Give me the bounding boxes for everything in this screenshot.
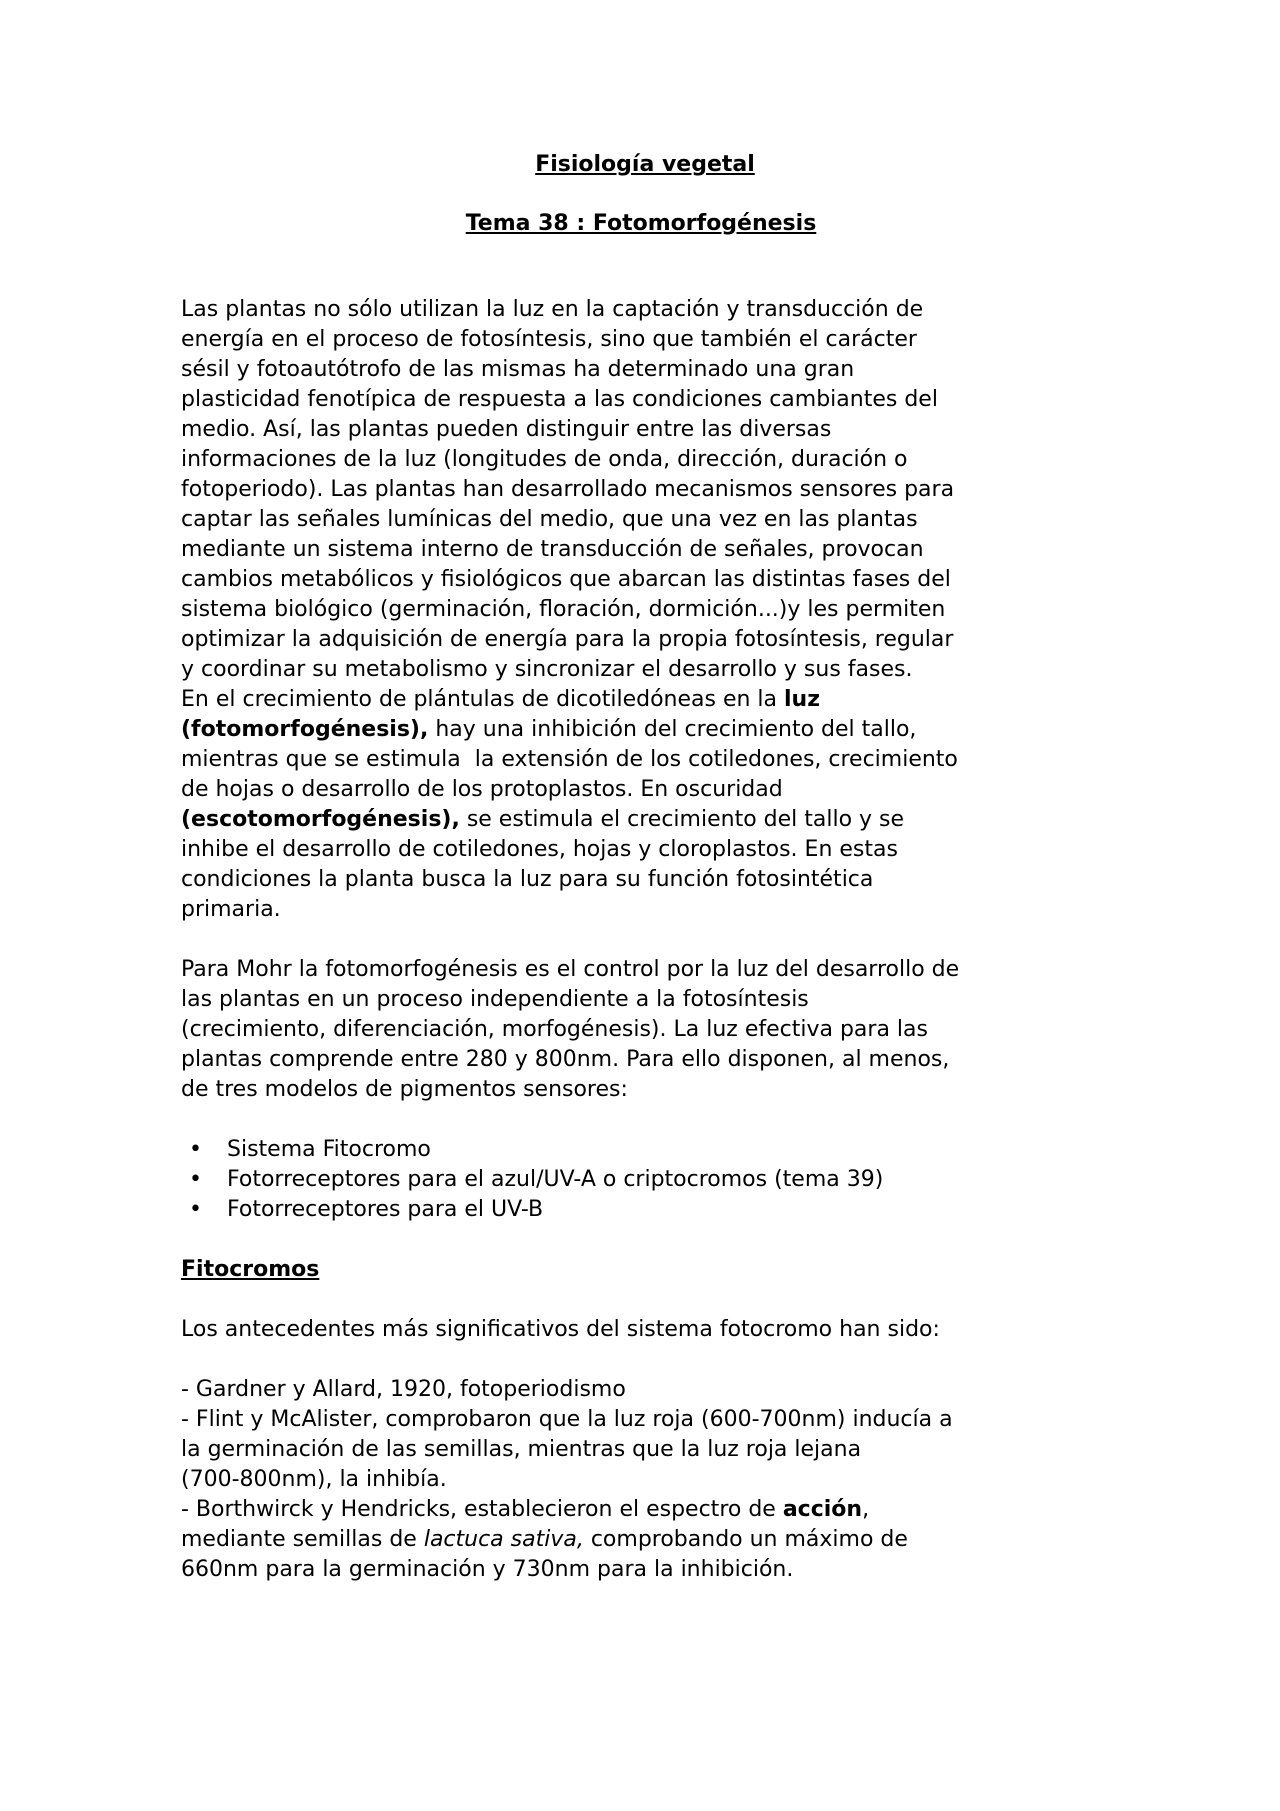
- text-segment: condiciones la planta busca la luz para su función fotosintética: [181, 867, 874, 892]
- text-segment: Fotorreceptores para el azul/UV-A o criptocromos (tema 39): [227, 1167, 884, 1192]
- text-segment: Los antecedentes más significativos del sistema fotocromo han sido:: [181, 1317, 940, 1342]
- text-segment: mientras que se estimula la extensión de los cotiledones, crecimiento: [181, 747, 958, 772]
- text-line: [181, 865, 1101, 895]
- text-segment: primaria.: [181, 897, 281, 922]
- text-segment: cambios metabólicos y fisiológicos que abarcan las distintas fases del: [181, 567, 951, 592]
- blank-line: [181, 925, 1101, 955]
- text-segment: mediante semillas de: [181, 1527, 424, 1552]
- text-segment: plantas comprende entre 280 y 800nm. Para ello disponen, al menos,: [181, 1047, 950, 1072]
- list-item: [181, 1135, 1101, 1165]
- text-segment: sistema biológico (germinación, floración, dormición...)y les permiten: [181, 597, 946, 622]
- text-line: [181, 1525, 1101, 1555]
- text-line: [181, 1315, 1101, 1345]
- text-line: [181, 535, 1101, 565]
- text-segment: energía en el proceso de fotosíntesis, sino que también el carácter: [181, 327, 917, 352]
- bold-text: luz: [784, 687, 821, 712]
- text-line: [181, 595, 1101, 625]
- text-line: [181, 685, 1101, 715]
- blank-line: [181, 1105, 1101, 1135]
- bold-text: acción: [782, 1497, 863, 1522]
- text-segment: En el crecimiento de plántulas de dicotiledóneas en la: [181, 687, 785, 712]
- document-page: [181, 150, 1101, 1585]
- text-segment: de tres modelos de pigmentos sensores:: [181, 1077, 628, 1102]
- blank-line: [181, 1225, 1101, 1255]
- text-line: [181, 415, 1101, 445]
- text-segment: las plantas en un proceso independiente a la fotosíntesis: [181, 987, 809, 1012]
- text-line: [181, 505, 1101, 535]
- bullet-icon: •: [189, 1197, 202, 1222]
- text-segment: - Borthwirck y Hendricks, establecieron el espectro de: [181, 1497, 783, 1522]
- text-segment: optimizar la adquisición de energía para la propia fotosíntesis, regular: [181, 627, 954, 652]
- bold-text: Fitocromos: [181, 1257, 320, 1282]
- text-segment: 660nm para la germinación y 730nm para la inhibición.: [181, 1557, 794, 1582]
- text-line: [181, 955, 1101, 985]
- text-line: [181, 985, 1101, 1015]
- text-line: [181, 775, 1101, 805]
- text-segment: Las plantas no sólo utilizan la luz en la captación y transducción de: [181, 297, 924, 322]
- text-segment: hay una inhibición del crecimiento del tallo,: [428, 717, 917, 742]
- text-line: [181, 1555, 1101, 1585]
- text-segment: (700-800nm), la inhibía.: [181, 1467, 447, 1492]
- text-line: [181, 1405, 1101, 1435]
- italic-text: lactuca sativa,: [423, 1527, 584, 1552]
- list-item: [181, 1165, 1101, 1195]
- section-heading: [181, 1255, 1101, 1285]
- document-body: [181, 295, 1101, 1585]
- text-segment: fotoperiodo). Las plantas han desarrollado mecanismos sensores para: [181, 477, 955, 502]
- text-segment: mediante un sistema interno de transducción de señales, provocan: [181, 537, 924, 562]
- text-segment: ,: [862, 1497, 870, 1522]
- text-line: [181, 1015, 1101, 1045]
- text-segment: medio. Así, las plantas pueden distinguir entre las diversas: [181, 417, 832, 442]
- text-line: [181, 835, 1101, 865]
- text-segment: captar las señales lumínicas del medio, que una vez en las plantas: [181, 507, 918, 532]
- text-line: [181, 655, 1101, 685]
- text-line: [181, 325, 1101, 355]
- text-segment: y coordinar su metabolismo y sincronizar el desarrollo y sus fases.: [181, 657, 913, 682]
- bullet-icon: •: [189, 1137, 202, 1162]
- text-segment: Sistema Fitocromo: [227, 1137, 431, 1162]
- bold-text: (fotomorfogénesis),: [181, 717, 429, 742]
- text-line: [181, 1465, 1101, 1495]
- document-subtitle: Tema 38 : Fotomorfogénesis: [465, 211, 817, 236]
- text-segment: sésil y fotoautótrofo de las mismas ha determinado una gran: [181, 357, 855, 382]
- text-line: [181, 565, 1101, 595]
- text-line: [181, 295, 1101, 325]
- text-line: [181, 1045, 1101, 1075]
- bullet-icon: •: [189, 1167, 202, 1192]
- text-segment: Fotorreceptores para el UV-B: [227, 1197, 544, 1222]
- text-line: [181, 355, 1101, 385]
- text-segment: se estimula el crecimiento del tallo y se: [459, 807, 905, 832]
- text-line: [181, 1075, 1101, 1105]
- text-segment: Para Mohr la fotomorfogénesis es el control por la luz del desarrollo de: [181, 957, 960, 982]
- text-line: [181, 475, 1101, 505]
- text-segment: comprobando un máximo de: [583, 1527, 908, 1552]
- text-line: [181, 715, 1101, 745]
- text-segment: de hojas o desarrollo de los protoplastos. En oscuridad: [181, 777, 783, 802]
- text-line: [181, 1375, 1101, 1405]
- document-title: Fisiología vegetal: [535, 152, 755, 177]
- text-segment: la germinación de las semillas, mientras que la luz roja lejana: [181, 1437, 862, 1462]
- text-line: [181, 1435, 1101, 1465]
- text-line: [181, 625, 1101, 655]
- text-segment: plasticidad fenotípica de respuesta a las condiciones cambiantes del: [181, 387, 938, 412]
- text-segment: inhibe el desarrollo de cotiledones, hojas y cloroplastos. En estas: [181, 837, 898, 862]
- text-line: [181, 385, 1101, 415]
- text-line: [181, 805, 1101, 835]
- text-line: [181, 745, 1101, 775]
- blank-line: [181, 1285, 1101, 1315]
- text-line: [181, 895, 1101, 925]
- text-segment: (crecimiento, diferenciación, morfogénesis). La luz efectiva para las: [181, 1017, 928, 1042]
- text-line: [181, 1495, 1101, 1525]
- text-line: [181, 445, 1101, 475]
- text-segment: - Gardner y Allard, 1920, fotoperiodismo: [181, 1377, 626, 1402]
- blank-line: [181, 1345, 1101, 1375]
- list-item: [181, 1195, 1101, 1225]
- text-segment: informaciones de la luz (longitudes de onda, dirección, duración o: [181, 447, 908, 472]
- bold-text: (escotomorfogénesis),: [181, 807, 460, 832]
- text-segment: - Flint y McAlister, comprobaron que la luz roja (600-700nm) inducía a: [181, 1407, 953, 1432]
